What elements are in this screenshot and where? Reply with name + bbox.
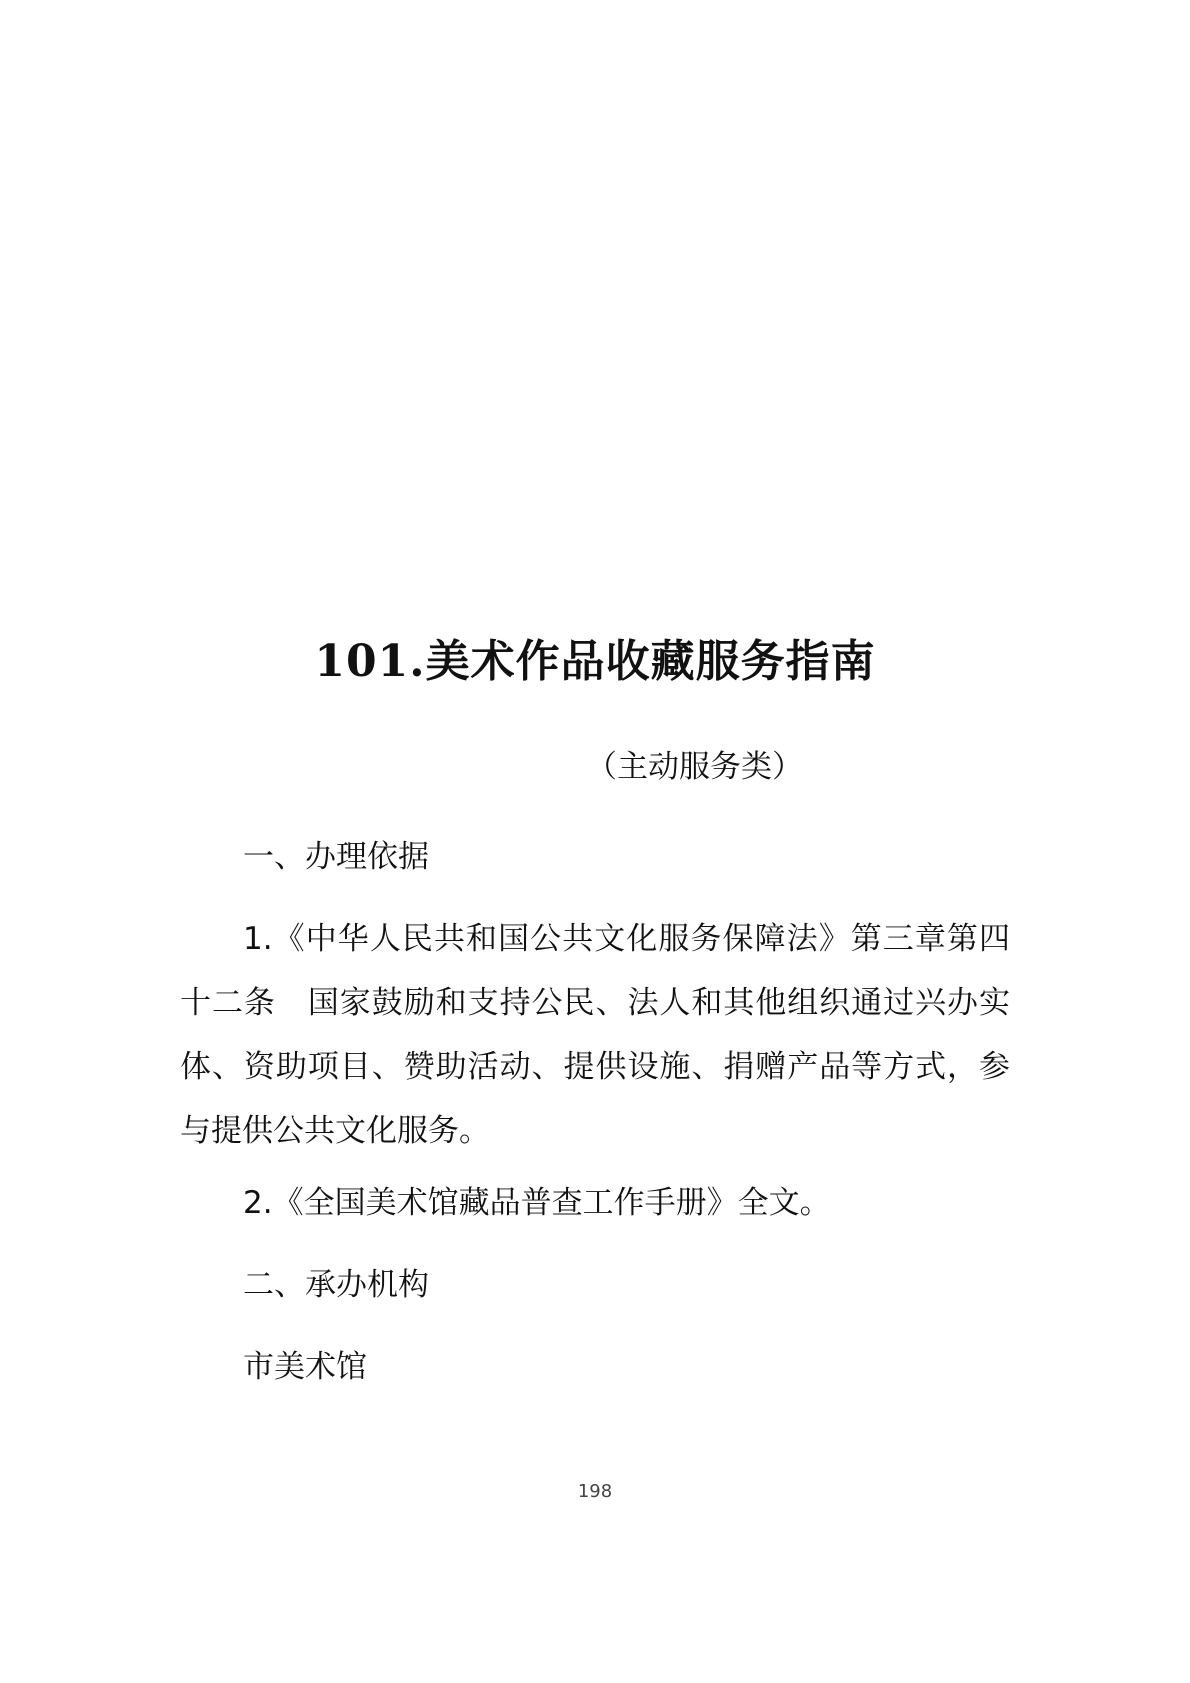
agency-name: 市美术馆 [243,1349,367,1385]
basis-item-1: 1.《中华人民共和国公共文化服务保障法》第三章第四十二条 国家鼓励和支持公民、法人和其他组织通过兴办实体、资助项目、赞助活动、提供设施、捐赠产品等方式，参与提供公共文化服务。 [180,921,1010,1149]
section-heading-agency: 二、承办机构 [243,1267,429,1303]
section-heading-basis: 一、办理依据 [243,839,429,875]
document-title: 101.美术作品收藏服务指南 [314,636,876,687]
page-number: 198 [577,1481,613,1502]
basis-item-2: 2.《全国美术馆藏品普查工作手册》全文。 [243,1185,831,1221]
document-subtitle: （主动服务类） [586,749,803,785]
